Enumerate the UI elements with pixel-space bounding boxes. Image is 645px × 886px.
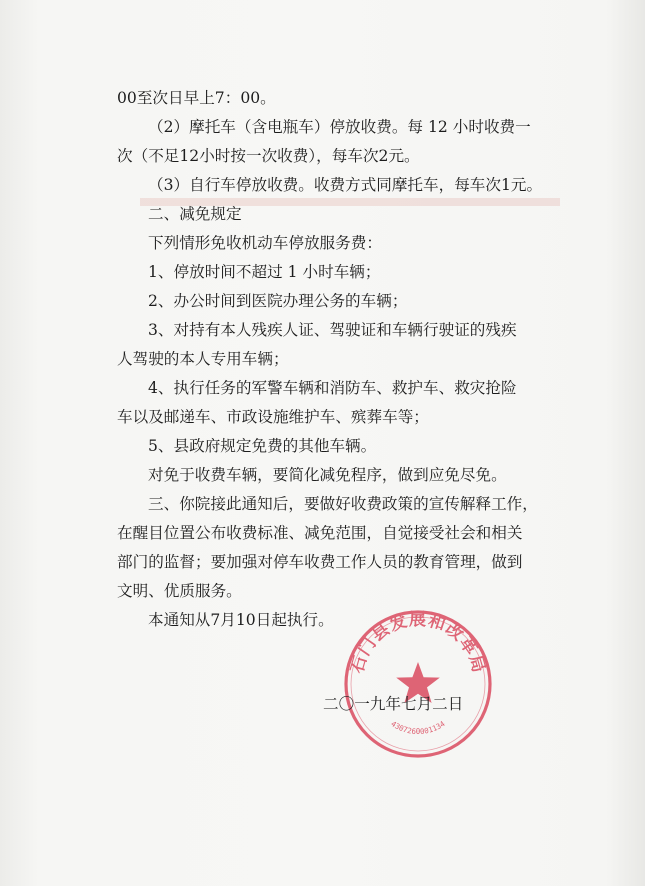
body-line: 00至次日早上7：00。	[117, 89, 276, 107]
body-line: 次（不足12小时按一次收费），每车次2元。	[117, 147, 420, 165]
section-heading: 三、你院接此通知后，要做好收费政策的宣传解释工作，	[148, 495, 538, 513]
document-date: 二〇一九年七月二日	[323, 695, 464, 713]
body-line: 部门的监督；要加强对停车收费工作人员的教育管理，做到	[117, 553, 523, 571]
list-item: 1、停放时间不超过 1 小时车辆；	[148, 263, 381, 281]
section-heading: 二、减免规定	[148, 205, 242, 223]
official-seal	[338, 604, 498, 764]
list-item: 5、县政府规定免费的其他车辆。	[148, 437, 377, 455]
document-body	[117, 84, 562, 635]
body-line: 下列情形免收机动车停放服务费：	[148, 234, 382, 252]
seal-text: 石门县发展和改革局	[347, 610, 489, 676]
list-item-continuation: 人驾驶的本人专用车辆；	[117, 350, 289, 368]
list-item: 2、办公时间到医院办理公务的车辆；	[148, 292, 408, 310]
body-line: 对免于收费车辆，要简化减免程序，做到应免尽免。	[148, 466, 507, 484]
list-item: 4、执行任务的军警车辆和消防车、救护车、救灾抢险	[148, 379, 517, 397]
body-line: 文明、优质服务。	[117, 582, 242, 600]
list-item: 3、对持有本人残疾人证、驾驶证和车辆行驶证的残疾	[148, 321, 517, 339]
seal-number: 4307260001134	[389, 719, 447, 737]
body-line: （2）摩托车（含电瓶车）停放收费。每 12 小时收费一	[148, 118, 531, 136]
body-line: （3）自行车停放收费。收费方式同摩托车，每车次1元。	[148, 176, 543, 194]
list-item-continuation: 车以及邮递车、市政设施维护车、殡葬车等；	[117, 408, 429, 426]
body-line: 在醒目位置公布收费标准、减免范围，自觉接受社会和相关	[117, 524, 523, 542]
body-line: 本通知从7月10日起执行。	[148, 611, 334, 629]
